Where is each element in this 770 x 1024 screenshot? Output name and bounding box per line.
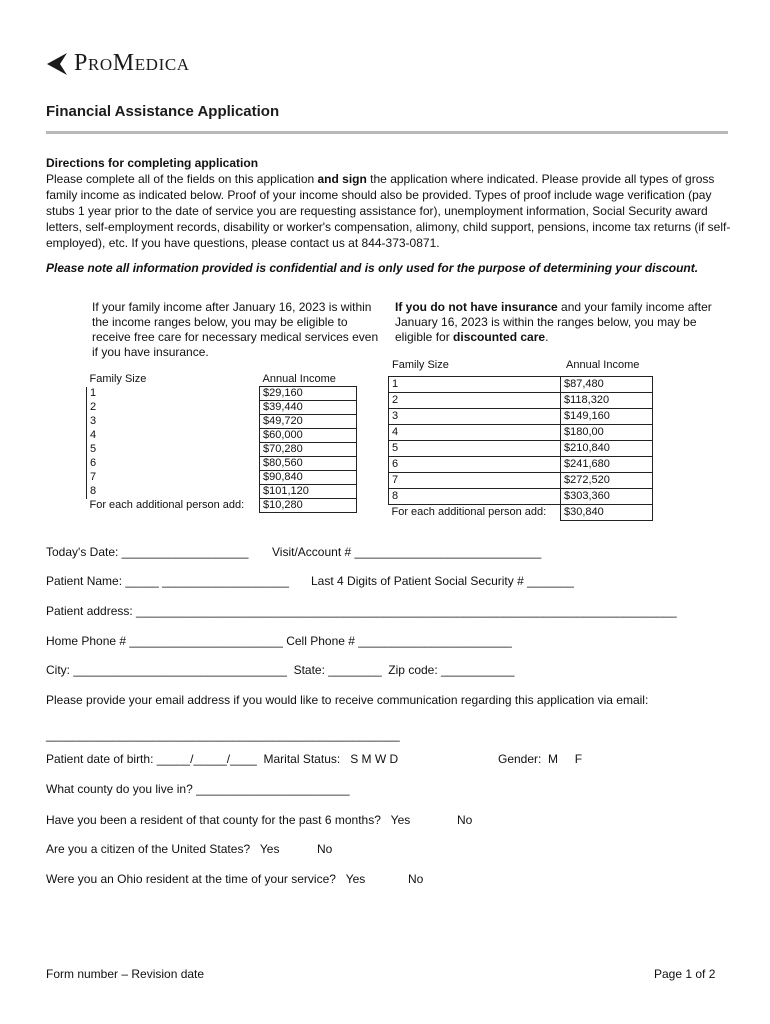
annual-income-cell: $87,480 (561, 377, 653, 393)
family-size-cell: 3 (389, 409, 561, 425)
annual-income-cell: $70,280 (260, 443, 357, 457)
table-row (389, 377, 653, 393)
annual-income-cell: $60,000 (260, 429, 357, 443)
discounted-care-income-table (388, 376, 653, 521)
discounted-col-income: Annual Income (566, 359, 640, 371)
city-state-zip-fields[interactable]: City: ________________________________ State: ________ Zip code: ___________ (46, 663, 515, 677)
annual-income-cell: $49,720 (260, 415, 357, 429)
ohio-resident-question[interactable]: Were you an Ohio resident at the time of your service? Yes (46, 872, 366, 886)
annual-income-cell: $101,120 (260, 485, 357, 499)
form-number: Form number – Revision date (46, 967, 205, 981)
dob-marital-field[interactable]: Patient date of birth: _____/_____/____ Marital Status: S M W D (46, 752, 399, 766)
family-size-cell: 4 (87, 429, 260, 443)
annual-income-cell: $303,360 (561, 489, 653, 505)
patient-address-field[interactable]: Patient address: _________________________________________________________________________________ (46, 604, 677, 618)
family-size-cell: 5 (389, 441, 561, 457)
table-row (87, 401, 357, 415)
citizen-question[interactable]: Are you a citizen of the United States? Yes (46, 842, 280, 856)
table-header-row (87, 373, 357, 387)
table-row (87, 471, 357, 485)
free-care-intro: If your family income after January 16, 2023 is within the income ranges below, you may be eligible to receive free care for necessary medical services even if you have insurance. (92, 300, 379, 359)
table-row (87, 415, 357, 429)
col-annual-income: Annual Income (262, 373, 336, 385)
table-row (389, 441, 653, 457)
additional-person-row (87, 499, 357, 513)
family-size-cell: 1 (389, 377, 561, 393)
email-prompt: Please provide your email address if you would like to receive communication regarding this application via email: (46, 693, 649, 707)
annual-income-cell: $118,320 (561, 393, 653, 409)
family-size-cell: 1 (87, 387, 260, 401)
additional-person-row (389, 505, 653, 521)
patient-name-field[interactable]: Patient Name: _____ ___________________ (46, 574, 289, 588)
directions-body: Please complete all of the fields on this application and sign the application where indicated. Please provide all types of gross family income as indicated below. Proof of your income should also be provided. Types of proof include wage verification (pay stubs 1 year prior to the date of service you are requesting assistance for), unemployment information, Social Security award letters, self-employment records, disability or worker's compensation, alimony, child support, pensions, income tax returns (if self-employed), etc. If you have questions, please contact us at 844-373-0871. (46, 172, 731, 250)
family-size-cell: 7 (87, 471, 260, 485)
email-field[interactable]: _____________________________________________________ (46, 728, 400, 742)
family-size-cell: 4 (389, 425, 561, 441)
table-row (389, 473, 653, 489)
annual-income-cell: $39,440 (260, 401, 357, 415)
table-row (87, 457, 357, 471)
additional-person-value: $30,840 (561, 505, 653, 521)
family-size-cell: 7 (389, 473, 561, 489)
directions-heading: Directions for completing application (46, 156, 259, 170)
annual-income-cell: $210,840 (561, 441, 653, 457)
ohio-resident-no[interactable]: No (408, 872, 424, 886)
free-care-income-table (86, 373, 357, 513)
annual-income-cell: $241,680 (561, 457, 653, 473)
col-family-size: Family Size (89, 373, 147, 386)
annual-income-cell: $272,520 (561, 473, 653, 489)
family-size-cell: 3 (87, 415, 260, 429)
promedica-logo-icon (46, 52, 68, 76)
todays-date-field[interactable]: Today's Date: ___________________ (46, 545, 249, 559)
additional-person-label: For each additional person add: (391, 506, 547, 519)
family-size-cell: 5 (87, 443, 260, 457)
discounted-care-intro: If you do not have insurance and your family income after January 16, 2023 is within the ranges below, you may be eligible for discounted care. (395, 300, 712, 344)
phone-fields[interactable]: Home Phone # _______________________ Cell Phone # _______________________ (46, 634, 512, 648)
table-row (87, 387, 357, 401)
logo-text: ProMedica (74, 50, 190, 76)
table-row (87, 485, 357, 499)
annual-income-cell: $29,160 (260, 387, 357, 401)
county-field[interactable]: What county do you live in? _______________________ (46, 782, 350, 796)
title-divider (46, 131, 728, 134)
table-row (389, 425, 653, 441)
table-row (389, 489, 653, 505)
annual-income-cell: $180,00 (561, 425, 653, 441)
ssn-last4-field[interactable]: Last 4 Digits of Patient Social Security # _______ (311, 574, 574, 588)
family-size-cell: 2 (87, 401, 260, 415)
form-title: Financial Assistance Application (46, 103, 280, 120)
table-row (87, 429, 357, 443)
family-size-cell: 2 (389, 393, 561, 409)
family-size-cell: 8 (389, 489, 561, 505)
visit-account-field[interactable]: Visit/Account # ____________________________ (272, 545, 542, 559)
table-row (389, 457, 653, 473)
family-size-cell: 6 (87, 457, 260, 471)
annual-income-cell: $90,840 (260, 471, 357, 485)
table-row (389, 393, 653, 409)
table-row (87, 443, 357, 457)
gender-field[interactable]: Gender: M F (498, 752, 583, 766)
discounted-col-family: Family Size (392, 359, 449, 371)
additional-person-value: $10,280 (260, 499, 357, 513)
family-size-cell: 6 (389, 457, 561, 473)
confidential-note: Please note all information provided is confidential and is only used for the purpose of determining your discount. (46, 261, 699, 275)
citizen-no[interactable]: No (317, 842, 333, 856)
county-resident-no[interactable]: No (457, 813, 473, 827)
county-resident-question[interactable]: Have you been a resident of that county for the past 6 months? Yes (46, 813, 411, 827)
table-row (389, 409, 653, 425)
promedica-logo (46, 50, 190, 77)
page-number: Page 1 of 2 (654, 967, 716, 981)
family-size-cell: 8 (87, 485, 260, 499)
annual-income-cell: $80,560 (260, 457, 357, 471)
annual-income-cell: $149,160 (561, 409, 653, 425)
additional-person-label: For each additional person add: (89, 499, 245, 511)
